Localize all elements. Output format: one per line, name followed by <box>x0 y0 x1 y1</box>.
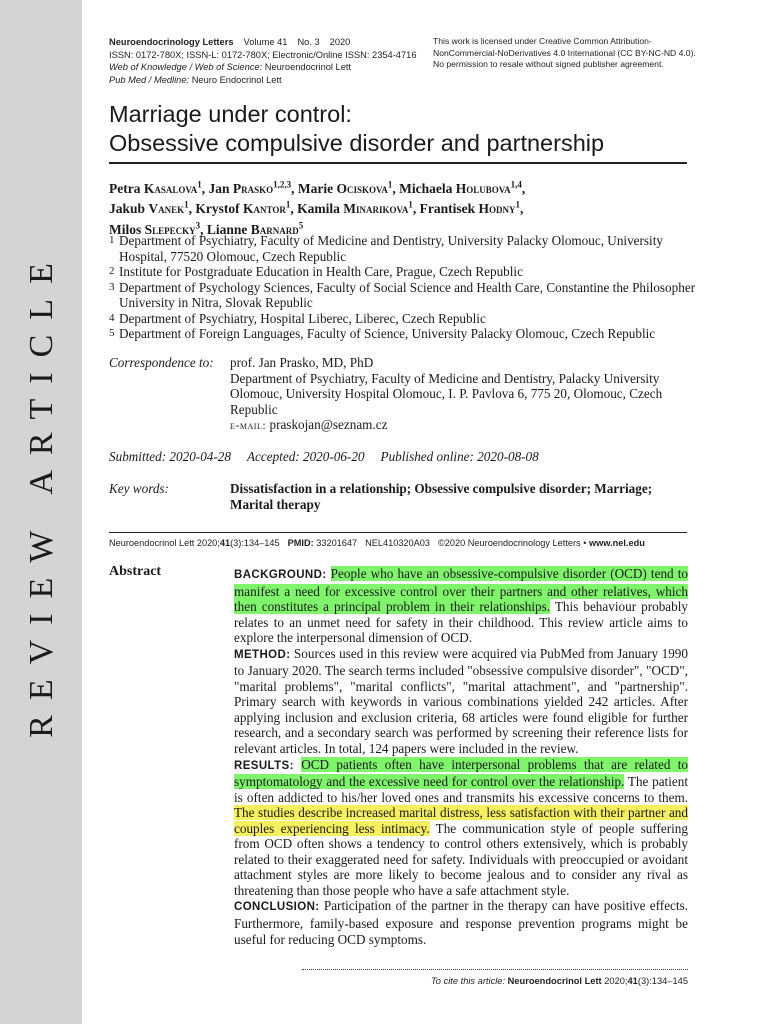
correspondence-body <box>230 355 690 434</box>
pmid-value: 33201647 <box>316 538 358 548</box>
wok-label: Web of Knowledge / Web of Science: <box>109 62 263 72</box>
cite-footer-year: 2020; <box>604 976 628 986</box>
pubmed-label: Pub Med / Medline: <box>109 74 190 85</box>
keywords-text: Dissatisfaction in a relationship; Obsessive compulsive disorder; Marriage; Marital therapy <box>230 481 653 512</box>
author: Lianne Barnard$^5$ <box>206 220 304 237</box>
published-date: Published online: 2020-08-08 <box>380 449 539 464</box>
section-sidebar <box>0 0 82 1024</box>
affiliation-item: 5 Department of Foreign Languages, Faculty of Science, University Palacky Olomouc, Czech Republic <box>109 326 656 341</box>
abstract-text: The patient is often addicted to his/her loved ones and transmits his excessive concerns to them. <box>234 774 688 805</box>
footer-dotted-rule <box>302 969 688 970</box>
license-line: This work is licensed under Creative Common Attribution- <box>433 36 652 46</box>
journal-name: Neuroendocrinology Letters <box>109 37 234 47</box>
results-label: RESULTS: <box>234 759 294 772</box>
affiliation-item: 4 Department of Psychiatry, Hospital Liberec, Liberec, Czech Republic <box>109 310 486 326</box>
title-divider <box>109 162 687 164</box>
meta-divider <box>109 532 687 533</box>
author: Petra Kasalova$^1$, <box>109 179 209 196</box>
cite-prefix: To cite this article: <box>430 976 506 986</box>
journal-volume: Volume 41 <box>243 37 288 47</box>
highlight-yellow: The studies describe increased marital distress, less satisfaction with their partner and couples experiencing less intimacy. <box>234 805 688 836</box>
wok-value: Neuroendocrinol Lett <box>264 62 352 72</box>
accepted-date: Accepted: 2020-06-20 <box>246 449 365 464</box>
abstract-text: Sources used in this review were acquired via PubMed from January 1990 to January 2020. The search terms included "obsessive compulsive disorder", "OCD", "marital problems", "marital conflicts", "marital attachment", and "partnership". Primary search with keywords in various combinations yielded 242 articles. After applying inclusion and exclusion criteria, 68 articles were found eligible for further research, and a secondary search was performed by screening their reference lists for relevant articles. In total, 124 papers were included in the review. <box>234 645 688 757</box>
author: Marie Ociskova$^1$, <box>297 179 400 196</box>
author: Jakub Vanek$^1$, <box>109 199 196 216</box>
citation-line <box>109 538 689 548</box>
journal-year: 2020 <box>329 37 351 47</box>
affiliation-item: 2 Institute for Postgraduate Education in Health Care, Prague, Czech Republic <box>109 264 523 279</box>
author: Michaela Holubova$^{1,4}$, <box>399 179 526 196</box>
highlight-green: OCD patients often have interpersonal problems that are related to symptomatology and the excessive need for control over the relationship. <box>234 756 689 790</box>
author: Frantisek Hodny$^1$, <box>419 199 524 216</box>
bullet-icon: • <box>583 538 587 548</box>
author: Milos Slepecky$^3$, <box>109 220 207 237</box>
conclusion-label: CONCLUSION: <box>234 901 320 914</box>
affiliation-item: 3 Department of Psychology Sciences, Faculty of Social Science and Health Care, Constantine the Philosopher University in Nitra, Slovak Republic <box>109 279 696 310</box>
pubmed-value: Neuro Endocrinol Lett <box>191 74 282 85</box>
abstract-text: Participation of the partner in the therapy can have positive effects. Furthermore, family-based exposure and response prevention programs might be useful for reducing OCD symptoms. <box>234 898 688 947</box>
correspondence-label: Correspondence to: <box>109 355 214 370</box>
cite-footer <box>302 976 688 986</box>
nel-code: NEL410320A03 <box>365 538 431 548</box>
abstract-text: The communication style of people suffering from OCD often shows a tendency to control others extensively, which is probably related to their exaggerated need for safety. Individuals with preoccupied or avoidant attachment styles are more likely to become jealous and to consider any rival as threatening than those people who have a safe attachment style. <box>234 820 688 898</box>
cite-journal: Neuroendocrinol Lett 2020; <box>109 538 220 548</box>
journal-header <box>109 36 429 86</box>
author-list <box>109 176 689 238</box>
title-line: Obsessive compulsive disorder and partnership <box>109 130 605 156</box>
journal-url-link[interactable]: www.nel.edu <box>589 538 645 548</box>
author: Krystof Kantor$^1$, <box>195 199 298 216</box>
cite-pages: (3):134–145 <box>230 538 280 548</box>
correspondence-name: prof. Jan Prasko, MD, PhD <box>230 355 374 370</box>
abstract-body <box>234 566 688 947</box>
license-notice <box>433 36 733 71</box>
submitted-date: Submitted: 2020-04-28 <box>109 449 231 464</box>
keywords-label: Key words: <box>109 481 169 496</box>
abstract-text: This behaviour probably relates to an unmet need for safety in their childhood. This review article aims to explore the interpersonal dimension of OCD. <box>234 599 688 646</box>
abstract-heading: Abstract <box>109 564 162 579</box>
affiliation-list <box>109 233 699 342</box>
method-label: METHOD: <box>234 648 291 661</box>
license-line: No permission to resale without signed publisher agreement. <box>433 59 664 69</box>
copyright: ©2020 Neuroendocrinology Letters <box>438 538 581 548</box>
affiliation-item: 1 Department of Psychiatry, Faculty of Medicine and Dentistry, University Palacky Olomouc, University Hospital, 77520 Olomouc, Czech Republic <box>109 233 663 264</box>
title-line: Marriage under control: <box>109 101 352 127</box>
background-label: BACKGROUND: <box>234 569 327 581</box>
cite-footer-pages: (3):134–145 <box>637 976 688 986</box>
cite-footer-journal: Neuroendocrinol Lett <box>507 976 602 986</box>
article-dates <box>109 449 555 465</box>
journal-number: No. 3 <box>297 37 320 47</box>
highlight-green: People who have an obsessive-compulsive disorder (OCD) tend to manifest a need for excessive control over their partners and other relatives, which then constitutes a principal problem in their relationships. <box>234 566 688 615</box>
pmid-label: PMID: <box>287 538 314 548</box>
cite-volume: 41 <box>219 538 231 548</box>
author: Jan Prasko$^{1,2,3}$, <box>208 179 298 196</box>
email-label: e-mail: <box>230 418 267 432</box>
article-type-label: REVIEW ARTICLE <box>23 248 60 738</box>
author: Kamila Minarikova$^1$, <box>297 199 420 216</box>
article-title <box>109 100 689 158</box>
journal-issn: ISSN: 0172-780X; ISSN-L: 0172-780X; Electronic/Online ISSN: 2354-4716 <box>109 49 417 60</box>
cite-footer-volume: 41 <box>627 976 638 986</box>
license-line: NonCommercial-NoDerivatives 4.0 International (CC BY-NC-ND 4.0). <box>433 47 696 58</box>
correspondence-address: Department of Psychiatry, Faculty of Medicine and Dentistry, Palacky University Olomouc, University Hospital Olomouc, I. P. Pavlova 6, 775 20, Olomouc, Czech Republic <box>230 370 663 417</box>
email-link[interactable]: praskojan@seznam.cz <box>269 417 388 432</box>
